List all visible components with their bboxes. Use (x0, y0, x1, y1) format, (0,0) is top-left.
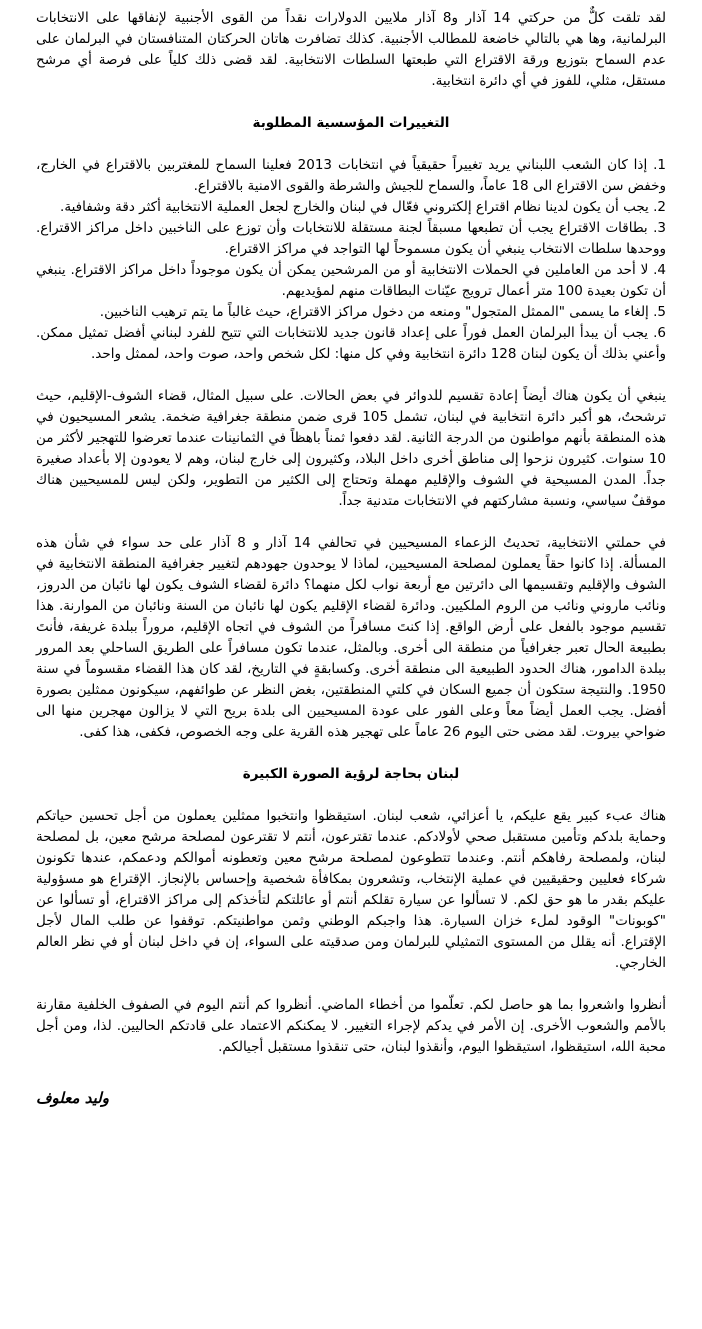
paragraph-appeal: هناك عبء كبير يقع عليكم، يا أعزائي، شعب لبنان. استيقظوا وانتخبوا ممثلين يعملون من أجل تحسين حياتكم وحماية بلدكم وتأمين مستقبل صحي لأولادكم. عندما تقترعون، أنتم لا تقترعون لمصلحة مرشح معين، بل لمصلحة لبنان، ولمصلحة رفاهكم أنتم. وعندما تتطوعون لمصلحة مرشح معين وتعطونه أموالكم ودعمكم، عندها تكونون شركاء فعليين وحقيقيين في عملية الإنتخاب، وتشعرون بمكافأة شخصية وإحساس بالإنجاز. الإقتراع هو مسؤولية عليكم بقدر ما هو حق لكم. لا تسألوا عن سيارة تقلكم أنتم أو عائلتكم لتأخذكم إلى مراكز الاقتراع، أو تسألوا عن "كوبونات" الوقود لملء خزان السيارة. هذا واجبكم الوطني وثمن مواطنيتكم. توقفوا عن طلب المال لأجل الإقتراع. أنه يقلل من المستوى التمثيلي للبرلمان ومن صدقيته على السواء، إن في داخل لبنان أو في نظر العالم الخارجي. (36, 808, 666, 971)
paragraph-campaign: في حملتي الانتخابية، تحديتُ الزعماء المسيحيين في تحالفي 14 آذار و 8 آذار على حد سواء في شأن هذه المسألة. إذا كانوا حقاً يعملون لمصلحة المسيحيين، لماذا لا يوحدون جهودهم لتغيير جغرافية المنطقة الانتخابية في الشوف والإقليم وتقسيمها الى دائرتين مع أربعة نواب لكل منهما؟ دائرة لقضاء الشوف يكون لها نائبان من الدروز، ونائب ماروني ونائب من الروم الملكيين. ودائرة لقضاء الإقليم يكون لها نائبان من السنة ونائبان من الموارنة. هذا تقسيم موجود بالفعل على أرض الواقع. إذا كنتَ مسافراً من الشوف في اتجاه الإقليم، مروراً ببلدة غريفة، فأنتَ بطبيعة الحال تعبر جغرافياً من منطقة الى أخرى. وبالمثل، عندما تكون مسافراً على الطريق الساحلي بعد المرور ببلدة الدامور، هناك الحدود الطبيعية الى منطقة أخرى. وكسابقةٍ في التاريخ، لقد كان هذا القضاء مقسوماً في سنة 1950. والنتيجة ستكون أن جميع السكان في كلتي المنطقتين، بغض النظر عن طوائفهم، سيكونون ممثلين بصورة أفضل. يجب العمل أيضاً معاً وعلى الفور على عودة المسيحيين الى بلدة بريح التي لا يزالون مهجرين منها الى ضواحي بيروت. لقد مضى حتى اليوم 26 عاماً على تهجير هذه القرية على وجه الخصوص، فكفى، هذا كفى. (36, 535, 666, 740)
paragraph-intro: لقد تلقت كلٌّ من حركتي 14 آذار و8 آذار ملايين الدولارات نقداً من القوى الأجنبية لإنفاقها على الانتخابات البرلمانية، وها هي بالتالي خاضعة للمطالب الأجنبية. كذلك تضافرت هاتان الحركتان المتنافستان في البرلمان على عدم السماح بتوزيع ورقة الاقتراع التي طبعتها السلطات الانتخابية. لقد قضى ذلك كلياً على فرصة أي مرشح مستقل، مثلي، للفوز في أي دائرة انتخابية. (36, 10, 666, 89)
list-item-1: 1. إذا كان الشعب اللبناني يريد تغييراً حقيقياً في انتخابات 2013 فعلينا السماح للمغتربين بالاقتراع في الخارج، وخفض سن الاقتراع الى 18 عاماً، والسماح للجيش والشرطة والقوى الامنية بالاقتراع. (36, 157, 667, 194)
list-item-6: 6. يجب أن يبدأ البرلمان العمل فوراً على إعداد قانون جديد للانتخابات التي تتيح للفرد لبناني أفضل تمثيل ممكن. وأعني بذلك أن يكون لبنان 128 دائرة انتخابية وفي كل منها: لكل شخص واحد، صوت واحد، لممثل واحد. (36, 325, 666, 362)
section-heading-institutional-changes: التغييرات المؤسسية المطلوبة (252, 115, 450, 131)
list-item-3: 3. بطاقات الاقتراع يجب أن تطبعها مسبقاً لجنة مستقلة للانتخابات وأن توزع على الناخبين داخل مراكز الاقتراع. ووحدها سلطات الانتخاب ينبغي أن يكون مسموحاً لها التواجد في مراكز الاقتراع. (36, 220, 666, 257)
signature: وليد معلوف (36, 1089, 109, 1107)
list-item-4: 4. لا أحد من العاملين في الحملات الانتخابية أو من المرشحين يمكن أن يكون موجوداً داخل مراكز الاقتراع. ينبغي أن تكون بعيدة 100 متر أعمال ترويج عيّنات البطاقات منهم لمؤيديهم. (36, 262, 666, 299)
demands-list (36, 155, 666, 365)
paragraph-districts: ينبغي أن يكون هناك أيضاً إعادة تقسيم للدوائر في بعض الحالات. على سبيل المثال، قضاء الشوف-الإقليم، حيث ترشحتُ، هو أكبر دائرة انتخابية في لبنان، تشمل 105 قرى ضمن منطقة جغرافية ضخمة. يشعر المسيحيون في هذه المنطقة بأنهم مواطنون من الدرجة الثانية. لقد دفعوا ثمناً باهظاً في الثمانينات عندما تعرضوا للتهجير لأكثر من 10 سنوات. كثيرون نزحوا إلى مناطق أخرى داخل البلاد، وكثيرون إلى خارج لبنان، وهم لا يعودون إلا بأعداد صغيرة جداً. المدن المسيحية في الشوف والإقليم مهملة وتحتاج إلى الكثير من التطوير، ولكن ليس للمسيحيين هناك موقفٌ سياسي، ونسبة مشاركتهم في الانتخابات متدنية جداً. (36, 388, 666, 509)
list-item-5: 5. إلغاء ما يسمى "الممثل المتجول" ومنعه من دخول مراكز الاقتراع، حيث غالباً ما يتم ترهيب الناخبين. (99, 304, 666, 320)
list-item-2: 2. يجب أن يكون لدينا نظام اقتراع إلكتروني فعّال في لبنان والخارج لجعل العملية الانتخابية أكثر دقة وشفافية. (60, 199, 666, 215)
section-heading-big-picture: لبنان بحاجة لرؤية الصورة الكبيرة (242, 766, 460, 782)
paragraph-closing: أنظروا واشعروا بما هو حاصل لكم. تعلّموا من أخطاء الماضي. أنظروا كم أنتم اليوم في الصفوف الخلفية مقارنة بالأمم والشعوب الأخرى. إن الأمر في يدكم لإجراء التغيير. لا يمكنكم الاعتماد على قادتكم الحاليين. لذا، ومن أجل محبة الله، استيقظوا، استيقظوا اليوم، وأنقذوا لبنان، حتى تنقذوا مستقبل أجيالكم. (36, 997, 666, 1055)
